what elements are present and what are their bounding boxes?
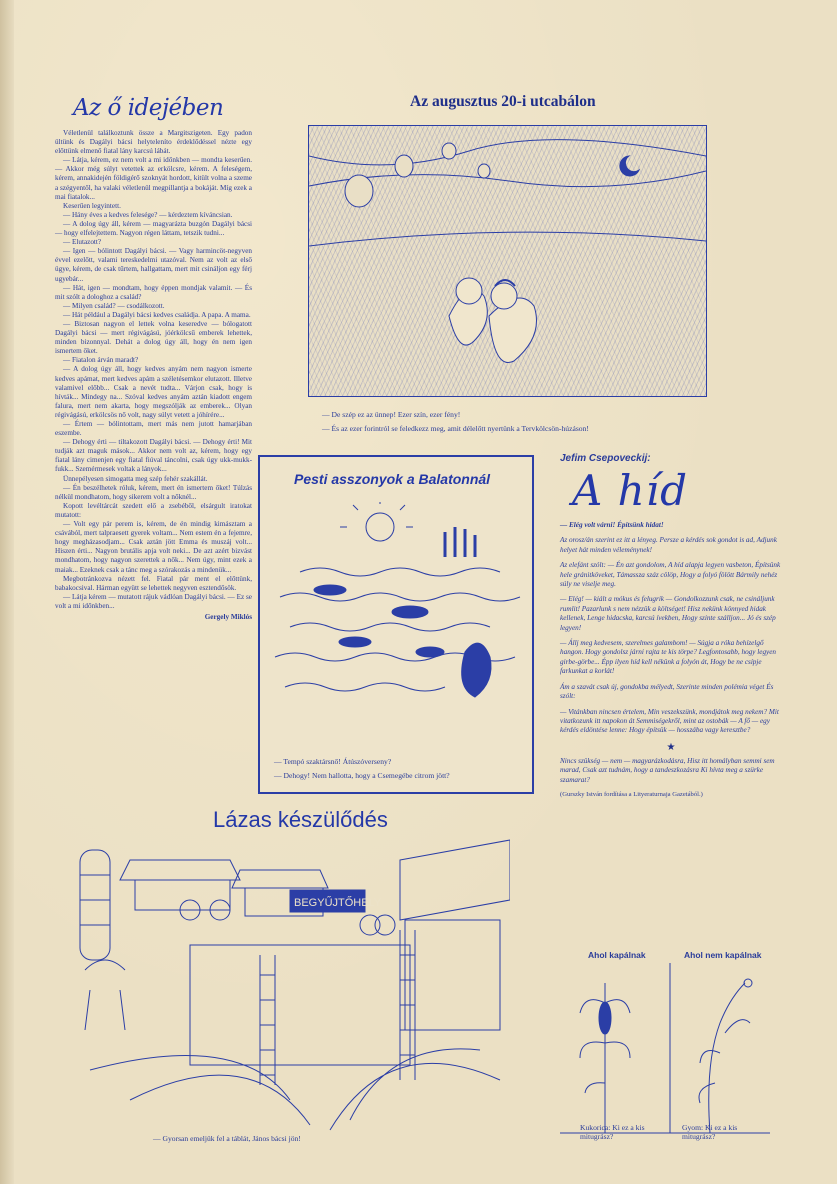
comic-left-title: Ahol kapálnak (588, 950, 646, 960)
poem-body (560, 521, 782, 736)
article-paragraph: — Én beszélhetek róluk, kérem, mert én ismertem őket! Túlzás nélkül mondhatom, hogy sikerem volt a nőknél... (55, 483, 252, 501)
street-dance-drawing (309, 126, 706, 396)
left-article (55, 95, 252, 621)
article-paragraph: — Értem — bólintottam, mert más nem jutott hamarjában eszembe. (55, 420, 252, 438)
article-paragraph: — Elutazott? (63, 238, 102, 247)
article-paragraph: — Igen — bólintott Dagályi bácsi. — Vagy harmincöt-negyven évvel ezelőtt, valami tereskedelmi utazóval. Nem az volt az első ügye, kérem, de csak tűrtem, hallgattam, mert mit csinálјon egy férj ugyebár... (55, 247, 252, 283)
comic-right-caption: Gyom: Ki ez a kis mitugrász? (682, 1123, 738, 1141)
corn-and-weed-drawing (560, 963, 770, 1143)
poem-stanza: — Elég! — kiált a mókus és felugrik — Gondolkozzunk csak, ne csináljunk rumlit! Pazarlunk s nem nézzük a költséget! Hisz nekünk könnyed hidak kellenek, Lenge hidacska, karcsú ívekben, Hogy szinte szálljon... Jó és szép legyen! (560, 595, 776, 632)
dance-illustration (308, 125, 707, 397)
article-author: Gergely Miklós (204, 612, 252, 621)
article-paragraph: — Látja kérem — mutatott rájuk vádlóan Dagályi bácsi. — Ez se volt a mi időnkben... (55, 592, 252, 610)
article-paragraph: Véletlenül találkoztunk össze a Margitszigeten. Egy padon ültünk és Dagályi bácsi helyteleníto érdeklődéssel nézte egy előttünk elmenő fiatal lány karcsú lábát. (55, 129, 252, 156)
poem-column (560, 453, 782, 799)
dance-illustration-title: Az augusztus 20-i utcabálon (410, 93, 596, 110)
balaton-cartoon-box (258, 455, 534, 794)
preparation-caption: — Gyorsan emeljük fel a táblát, János bácsi jön! (153, 1134, 301, 1143)
article-paragraph: — Biztosan nagyon el lettek volna keseredve — bólogatott Dagályi bácsi — mert régivágású, jóérkölcsű emberek lehettek, minden bizonnyal. Dehát a dolog úgy áll, hogy én nem igen ismertem őket. (55, 319, 252, 356)
poem-closing: Nincs szükség — nem — magyarázkodásra, Hisz itt homályban semmi sem marad, Csak azt tudnám, hogy a tandeszkozásra Ki hívta meg a szürke szamarat? (560, 756, 775, 784)
article-paragraph: Megbotránkozva nézett fel. Fiatal pár ment el előttünk, babakocsival. Hárman együtt se lehettek negyven esztendősök. (55, 574, 252, 592)
article-paragraph: — Hát például a Dagályi bácsi kedves családja. A papa. A mama. (63, 310, 251, 319)
balaton-caption-1: — Tempó szaktársnő! Átúszóverseny? (274, 757, 392, 766)
poem-translation-note: (Gurszky István fordítása a Lityeraturnaja Gazetából.) (560, 790, 703, 798)
article-paragraph: Kopott levéltárcát szedett elő a zsebéből, elsárgult iratokat mutatott: (55, 501, 252, 519)
preparation-illustration (70, 830, 510, 1135)
article-paragraph: — Volt egy pár perem is, kérem, de én mindig kimásztam a csávából, mert talpraesett gyerek voltam... Nem estem én a fejemre, hogy megházasodjam... Csak aztán jött Emma és muszáj volt... Hiszen érti... Nagyon brutális apja volt neki... De azt azért bizvást mondhatom, hogy nagyon szerettek a nők... Nem úgy, mint ezek a maiak... Ezeknek csak a tánc meg a szórakozás a mindenük... (55, 520, 252, 574)
page-binding-edge (0, 0, 14, 1184)
swimmers-drawing (260, 502, 532, 742)
poem-stanza: Az elefánt szólt: — Én azt gondolom, A híd alapja legyen vasbeton, Építsünk hele gránitköveket, Támassza száz cölöp, Hogy a folyó fölött Bármily nehéz súly ne viselje meg. (560, 561, 781, 589)
article-paragraph: — Látja, kérem, ez nem volt a mi időnkben — mondta keserűen. — Akkor még súlyt vetettek az erkölcsre, kérem. A feleségem, kérem, annakidején földigérő szoknyát hordott, kitült volna a szeme a szégyentől, ha valaki véletlenül megpillantja a bokáját. Míg ezek a mai fiatalok... (55, 156, 252, 201)
article-paragraph: — A dolog úgy áll, kérem — magyarázta buzgón Dagályi bácsi — hogy elfelejtettem. Nagyon régen láttam, tetszik tudni... (55, 219, 252, 238)
village-collection-drawing (70, 830, 510, 1135)
preparation-illustration-title: Lázas készülődés (213, 807, 388, 832)
poem-stanza: — Állj meg kedvesem, szerelmes galambom! — Súgja a róka behízelgő hangon. Hogy gondolsz járni rajta te kis törpe? Legfontosabb, hogy legyen girbe-görbe... Épp ilyen híd kell nékünk a folyón át, Hogy be ne csípje farkunkat a korlát! (560, 639, 777, 676)
weeding-comic (560, 945, 770, 1140)
poem-title: A híd (572, 466, 689, 515)
article-paragraph: — Hát, igen — mondtam, hogy éppen mondjak valamit. — És mit szólt a dologhoz a család? (55, 283, 252, 301)
balaton-caption-2: — Dehogy! Nem hallotta, hogy a Csemegébe citrom jött? (274, 771, 450, 780)
dance-caption-1: — De szép ez az ünnep! Ezer szín, ezer fény! (322, 410, 461, 419)
poem-stanza: Ám a szavát csak új, gondokba mélyedt, Szerinte minden polémia véget És szólt: (560, 682, 774, 701)
poem-author: Jefim Csepoveckij: (560, 453, 651, 464)
poem-stanza: Az orosz/án szerint ez itt a lényeg. Persze a kérdés sok gondot is ad, Adjunk helyet hát minden véleménynek! (560, 536, 777, 554)
article-paragraph: — A dolog úgy áll, hogy kedves anyám nem nagyon ismerte kedves apámat, mert kedves apám a széletésemkor elutazott. Illetve valamivel előbb... Csak a nevét tudta... Várjon csak, hogy is hívták... Mindegy na... Szóval kedves anyám aztán kiadott engem falura, mert nem akarta, hogy megszólják az emberek... Olyan régivágású, erkölcsös nő volt, nagy súlyt vetett a jóhírére... (55, 365, 252, 419)
balaton-cartoon-title: Pesti asszonyok a Balatonnál (294, 471, 491, 487)
sign-text: BEGYŰJTŐHELY (294, 897, 382, 909)
article-body (55, 129, 252, 611)
comic-right-title: Ahol nem kapálnak (684, 950, 762, 960)
article-paragraph: — Milyen család? — csodálkozott. (63, 301, 165, 310)
comic-left-caption: Kukorica: Ki ez a kis mitugrász? (580, 1123, 645, 1141)
article-paragraph: Keserűen legyintett. (63, 201, 121, 210)
article-paragraph: Ünnepélyesen simogatta meg szép fehér szakállát. (63, 474, 208, 483)
poem-stanza: — Elég volt várni! Építsünk hidat! (560, 521, 664, 529)
article-title: Az ő idejében (73, 95, 224, 121)
article-paragraph: — Fiatalon árván maradt? (63, 356, 139, 365)
star-divider-icon: ★ (666, 741, 676, 753)
article-paragraph: — Hány éves a kedves felesége? — kérdeztem kíváncsian. (63, 210, 233, 219)
poem-stanza: — Vitánkban nincsen értelem, Min veszekszünk, mondjátok meg nekem? Mit vitatkozunk itt napokon át Semmiségekről, mint az ostobák — A fő — egy kérdés eldöntése lenne: Hogy építsük — hosszába vagy keresztbe? (560, 707, 779, 735)
article-paragraph: — Dehogy érti — tiltakozott Dagályi bácsi. — Dehogy érti! Mit tudják azt maguk mások... Akkor nem volt az, kérem, hogy egy fiatal lány cimenjen egy fiatal fiúval táncolni, csak úgy ukk-mukk-fukk... Szemérmesek voltak a lányok... (55, 438, 252, 474)
dance-caption-2: — És az ezer forintról se feledkezz meg, amit délelőtt nyertünk a Tervkölcsön-húzáson! (322, 424, 589, 433)
